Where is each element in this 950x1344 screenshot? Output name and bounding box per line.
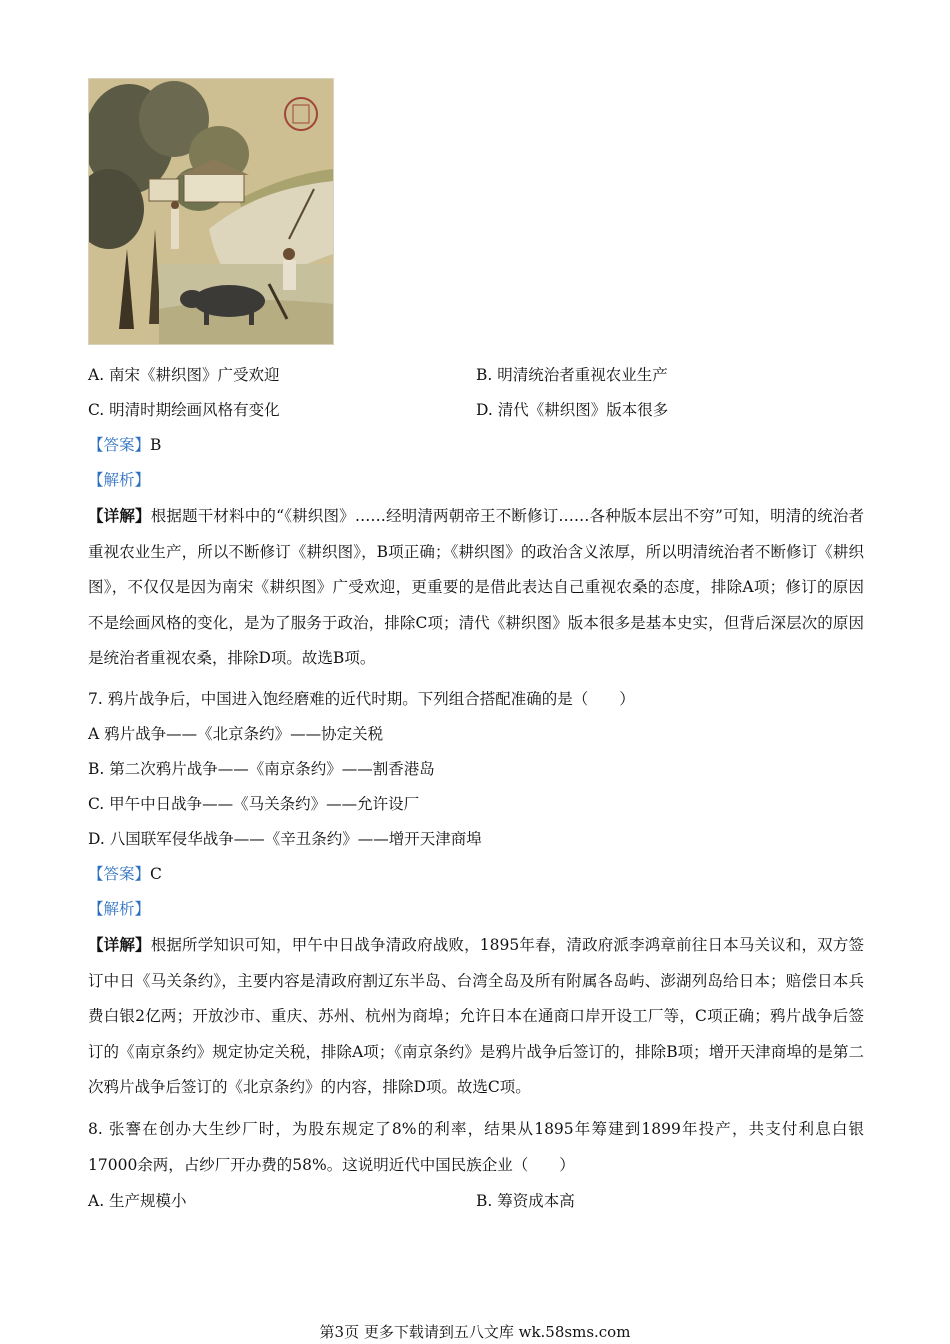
q6-option-d: D. 清代《耕织图》版本很多: [476, 401, 669, 419]
q6-option-b: B. 明清统治者重视农业生产: [476, 366, 668, 384]
q8-option-a: A. 生产规模小: [88, 1192, 187, 1210]
q6-answer: [88, 434, 161, 456]
detail-text: 根据所学知识可知，甲午中日战争清政府战败，1895年春，清政府派李鸿章前往日本马关议和，双方签订中日《马关条约》，主要内容是清政府割辽东半岛、台湾全岛及所有附属各岛屿、澎湖列岛给日本；赔偿日本兵费白银2亿两；开放沙市、重庆、苏州、杭州为商埠；允许日本在通商口岸开设工厂等，C项正确；鸦片战争后签订的《南京条约》规定协定关税，排除A项；《南京条约》是鸦片战争后签订的，排除B项；增开天津商埠的是第二次鸦片战争后签订的《北京条约》的内容，排除D项。故选C项。: [88, 936, 864, 1096]
detail-tag: 【详解】: [88, 506, 151, 525]
q6-option-c: C. 明清时期绘画风格有变化: [88, 401, 280, 419]
q6-analysis-tag: 【解析】: [88, 471, 151, 489]
gengzhitu-painting: [88, 78, 334, 345]
answer-tag: 【答案】: [88, 436, 151, 454]
q7-option-d: D. 八国联军侵华战争——《辛丑条约》——增开天津商埠: [88, 830, 482, 848]
answer-value: C: [150, 865, 162, 883]
q7-analysis-tag: 【解析】: [88, 900, 151, 918]
q7-option-c: C. 甲午中日战争——《马关条约》——允许设厂: [88, 795, 420, 813]
detail-text: 根据题干材料中的“《耕织图》……经明清两朝帝王不断修订……各种版本层出不穷”可知，明清的统治者重视农业生产，所以不断修订《耕织图》，B项正确；《耕织图》的政治含义浓厚，所以明清统治者不断修订《耕织图》，不仅仅是因为南宋《耕织图》广受欢迎，更重要的是借此表达自己重视农桑的态度，排除A项；修订的原因不是绘画风格的变化，是为了服务于政治，排除C项；清代《耕织图》版本很多是基本史实，但背后深层次的原因是统治者重视农桑，排除D项。故选B项。: [88, 507, 864, 667]
q7-detail: [88, 927, 864, 1106]
page-footer: 第3页 更多下载请到五八文库 wk.58sms.com: [319, 1323, 631, 1341]
answer-value: B: [150, 436, 162, 454]
q8-option-b: B. 筹资成本高: [476, 1192, 575, 1210]
q7-option-a: A 鸦片战争——《北京条约》——协定关税: [88, 725, 384, 743]
q8-stem: 8. 张謇在创办大生纱厂时，为股东规定了8%的利率，结果从1895年筹建到1899年投产，共支付利息白银17000余两，占纱厂开办费的58%。这说明近代中国民族企业（ ）: [88, 1120, 864, 1174]
q6-detail: [88, 498, 864, 677]
q7-answer: [88, 863, 162, 885]
q6-option-a: A. 南宋《耕织图》广受欢迎: [88, 366, 280, 384]
answer-tag: 【答案】: [88, 865, 151, 883]
detail-tag: 【详解】: [88, 935, 151, 954]
q7-stem: 7. 鸦片战争后，中国进入饱经磨难的近代时期。下列组合搭配准确的是（ ）: [88, 690, 635, 708]
q7-option-b: B. 第二次鸦片战争——《南京条约》——割香港岛: [88, 760, 435, 778]
